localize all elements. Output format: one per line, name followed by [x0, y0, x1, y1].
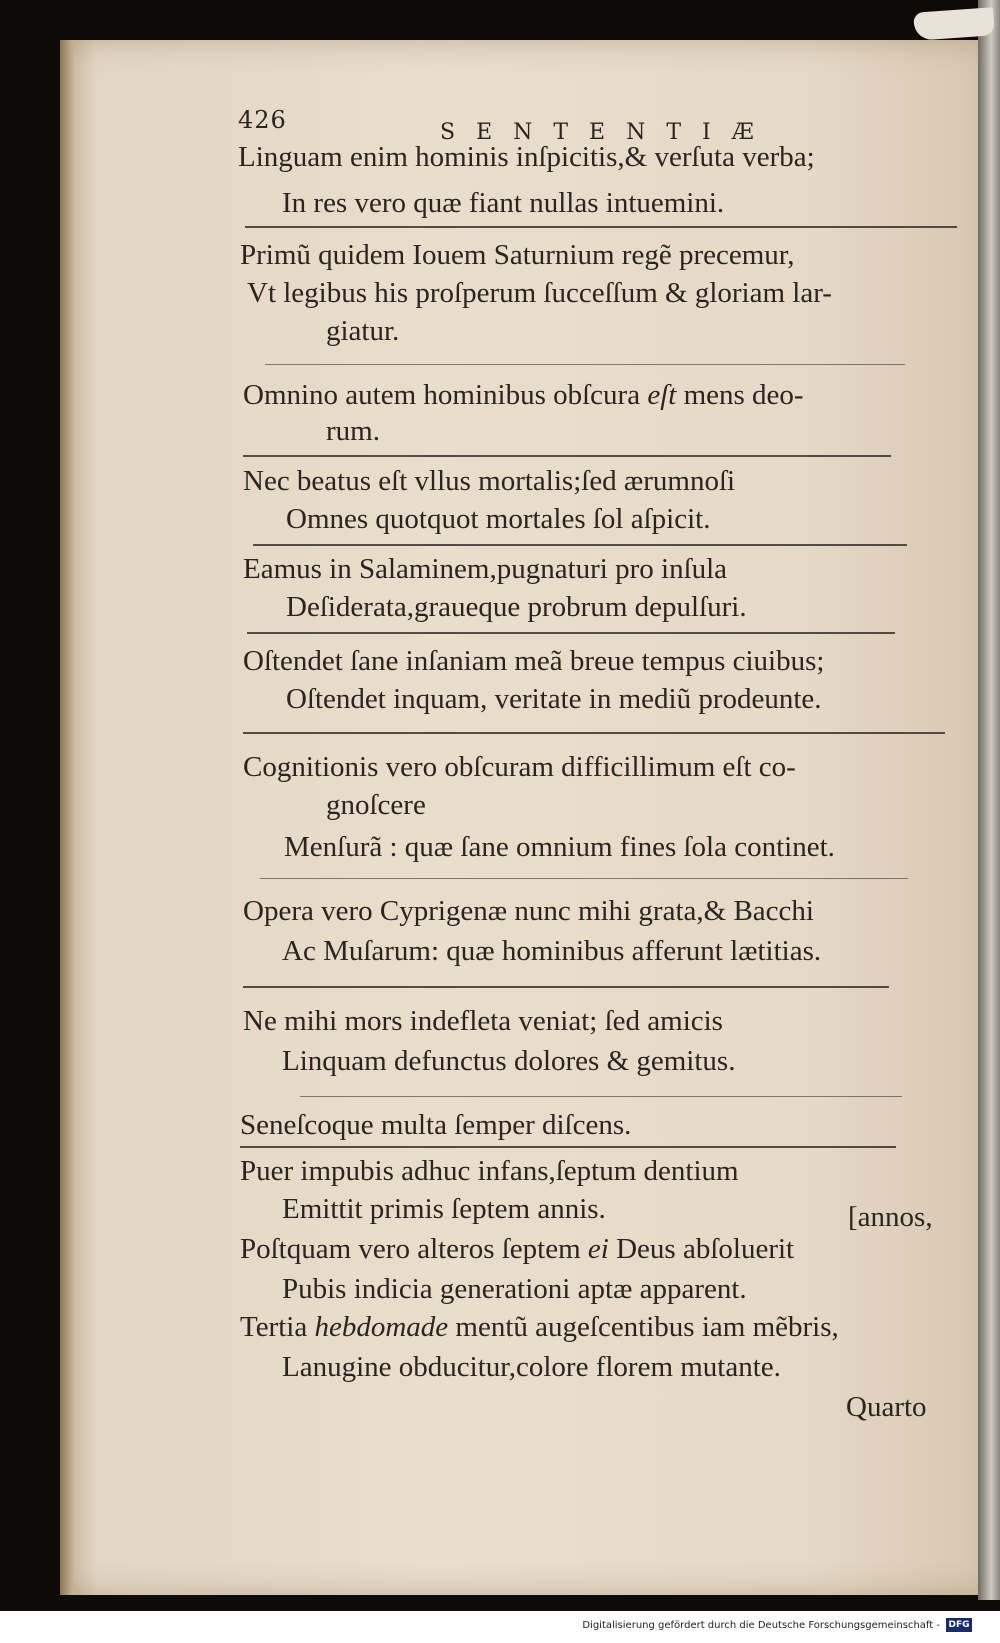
text-line: Oſtendet inquam, veritate in mediũ prodeunte.: [286, 683, 822, 715]
text-line: Eamus in Salaminem,pugnaturi pro inſula: [243, 553, 728, 585]
page-gutter: [60, 40, 74, 1595]
text-line: Ac Muſarum: quæ hominibus afferunt lætitias.: [282, 935, 822, 967]
text-line: Vt legibus his proſperum ſucceſſum & gloriam lar-: [247, 277, 832, 309]
separator-rule: [243, 732, 945, 734]
text-line: Pubis indicia generationi aptæ apparent.: [282, 1273, 747, 1305]
text-line: Emittit primis ſeptem annis.: [282, 1193, 606, 1225]
text-line: Oſtendet ſane inſaniam meã breue tempus ciuibus;: [243, 645, 825, 677]
text-line: gnoſcere: [326, 789, 426, 821]
text-line: Lanugine obducitur,colore florem mutante.: [282, 1351, 781, 1383]
text-line: Primũ quidem Iouem Saturnium regẽ precemur,: [240, 239, 795, 271]
separator-rule: [245, 226, 957, 228]
page-edge: [978, 0, 1000, 1600]
separator-rule: [260, 878, 908, 879]
text-line: Omnes quotquot mortales ſol aſpicit.: [286, 503, 711, 535]
separator-rule: [240, 1146, 896, 1148]
text-line: rum.: [326, 415, 380, 447]
separator-rule: [265, 364, 905, 365]
text-line: Deſiderata,graueque probrum depulſuri.: [286, 591, 747, 623]
text-line: Tertia hebdomade mentũ augeſcentibus iam mẽbris,: [240, 1311, 839, 1343]
separator-rule: [243, 455, 891, 457]
text-line: [annos,: [848, 1201, 933, 1233]
text-line: Omnino autem hominibus obſcura eſt mens deo-: [243, 379, 804, 411]
text-line: Menſurã : quæ ſane omnium fines ſola continet.: [284, 831, 835, 863]
text-line: Nec beatus eſt vllus mortalis;ſed ærumnoſi: [243, 465, 736, 497]
text-line: Cognitionis vero obſcuram difficillimum eſt co-: [243, 751, 796, 783]
text-line: Opera vero Cyprigenæ nunc mihi grata,& Bacchi: [243, 895, 814, 927]
text-line: Poſtquam vero alteros ſeptem ei Deus abſoluerit: [240, 1233, 795, 1265]
footer-credit: Digitalisierung gefördert durch die Deutsche Forschungsgemeinschaft -: [582, 1620, 940, 1631]
separator-rule: [300, 1096, 902, 1097]
dfg-logo: DFG: [946, 1618, 972, 1632]
text-line: Linquam defunctus dolores & gemitus.: [282, 1045, 736, 1077]
text-line: Puer impubis adhuc infans,ſeptum dentium: [240, 1155, 739, 1187]
text-line: giatur.: [326, 315, 400, 347]
separator-rule: [243, 986, 889, 988]
page-number: 426: [238, 106, 287, 134]
catchword: Quarto: [846, 1391, 927, 1423]
text-line: Linguam enim hominis inſpicitis,& verſuta verba;: [238, 141, 815, 173]
text-line: Ne mihi mors indefleta veniat; ſed amicis: [243, 1005, 723, 1037]
separator-rule: [253, 544, 907, 546]
running-title: SENTENTIÆ: [440, 120, 775, 145]
text-line: Seneſcoque multa ſemper diſcens.: [240, 1109, 632, 1141]
separator-rule: [247, 632, 895, 634]
paper-corner: [913, 7, 995, 41]
text-line: In res vero quæ fiant nullas intuemini.: [282, 187, 725, 219]
